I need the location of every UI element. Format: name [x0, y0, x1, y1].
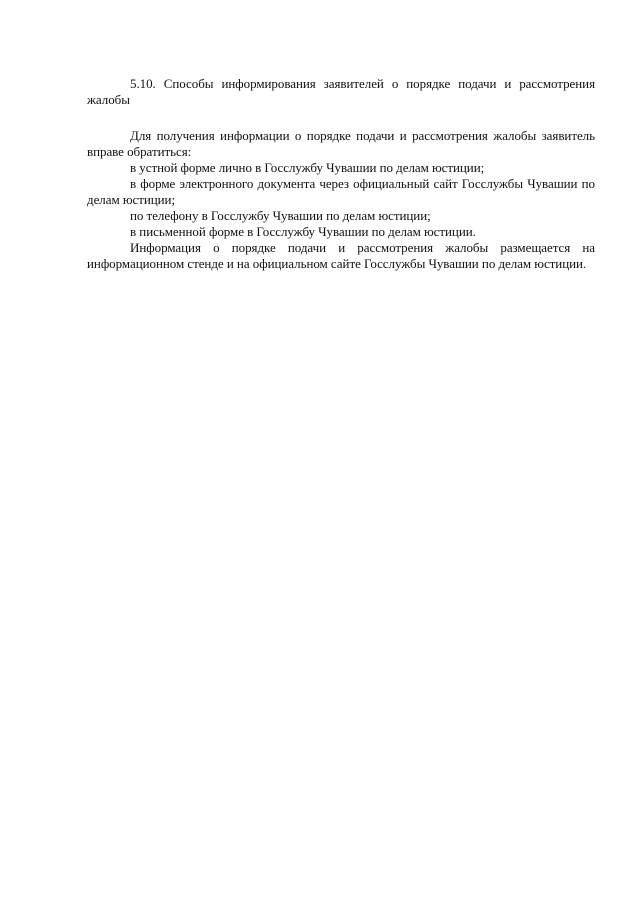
paragraph-spacer: [87, 108, 595, 128]
paragraph-info-placement: Информация о порядке подачи и рассмотрения жалобы размещается на информационном стенде и на официальном сайте Госслужбы Чувашии по делам юстиции.: [87, 240, 595, 271]
paragraph-phone: по телефону в Госслужбу Чувашии по делам юстиции;: [130, 208, 431, 223]
paragraph-written-form: в письменной форме в Госслужбу Чувашии по делам юстиции.: [130, 224, 476, 239]
paragraph-oral-form: в устной форме лично в Госслужбу Чувашии по делам юстиции;: [130, 160, 485, 175]
paragraph-electronic-form: в форме электронного документа через официальный сайт Госслужбы Чувашии по делам юстиции;: [87, 176, 595, 207]
document-body: [87, 76, 595, 272]
section-heading: 5.10. Способы информирования заявителей о порядке подачи и рассмотрения жалобы: [87, 76, 595, 107]
paragraph-intro: Для получения информации о порядке подачи и рассмотрения жалобы заявитель вправе обратиться:: [87, 128, 595, 159]
